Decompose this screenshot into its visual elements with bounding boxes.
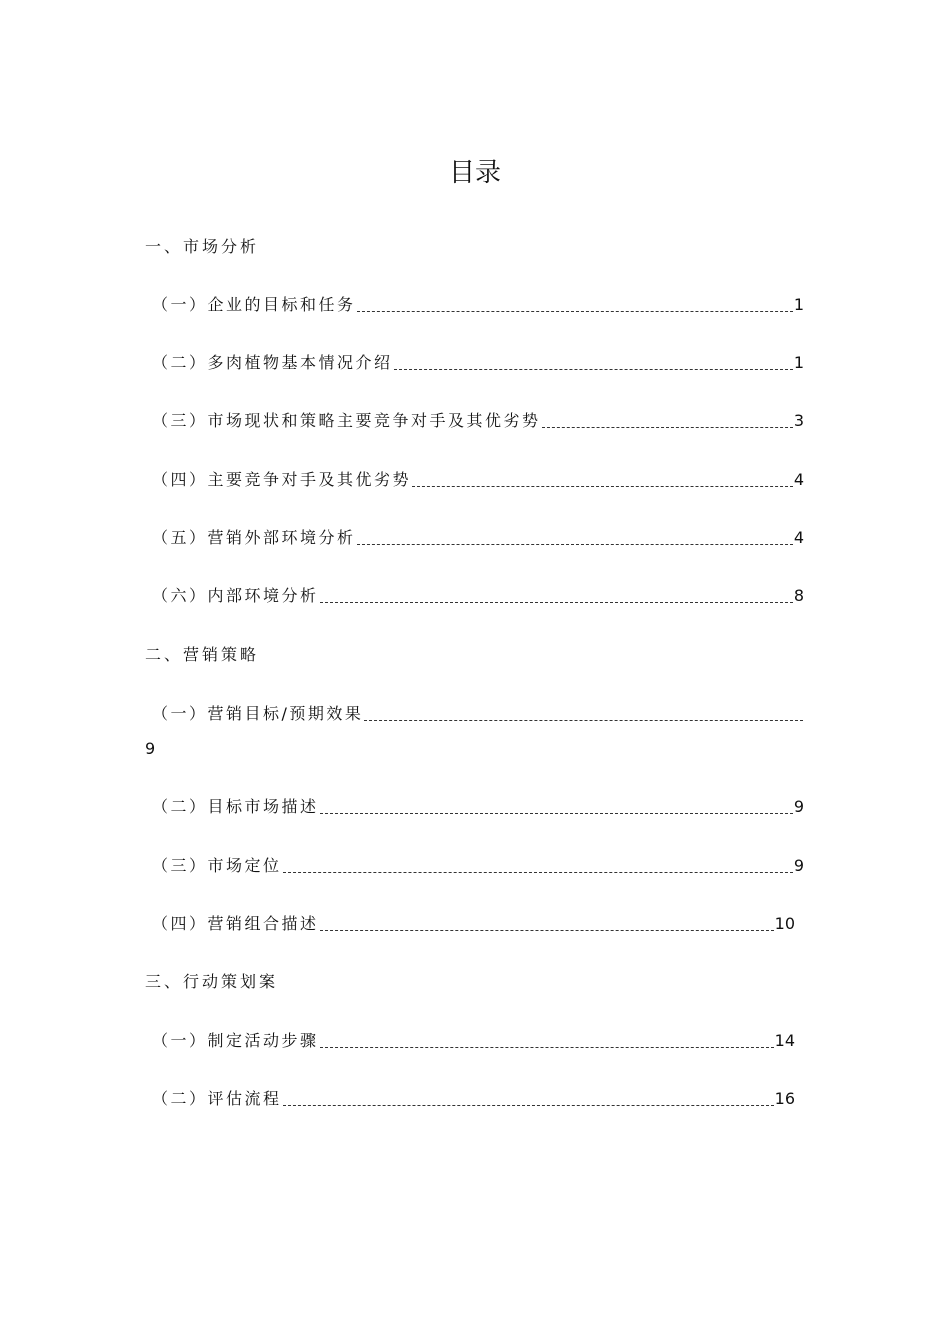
section-heading-marketing-strategy: 二、营销策略 bbox=[145, 645, 260, 664]
toc-entry-page: 1 bbox=[793, 295, 804, 314]
toc-entry-page: 10 bbox=[774, 914, 795, 933]
toc-entry-label: （六）内部环境分析 bbox=[152, 586, 319, 605]
toc-entry[interactable] bbox=[152, 913, 795, 935]
toc-entry-label: （一）制定活动步骤 bbox=[152, 1031, 319, 1050]
toc-leader bbox=[542, 426, 793, 428]
toc-entry-page: 9 bbox=[145, 739, 156, 758]
toc-leader bbox=[357, 310, 793, 312]
toc-leader bbox=[283, 1104, 774, 1106]
toc-entry-label: （一）营销目标/预期效果 bbox=[152, 704, 364, 723]
toc-entry-page: 4 bbox=[793, 528, 804, 547]
toc-entry[interactable] bbox=[152, 796, 804, 818]
section-heading-action-plan: 三、行动策划案 bbox=[145, 972, 279, 991]
toc-entry-label: （四）营销组合描述 bbox=[152, 914, 319, 933]
toc-entry-page: 8 bbox=[793, 586, 804, 605]
toc-entry[interactable] bbox=[152, 410, 804, 432]
toc-entry-label: （五）营销外部环境分析 bbox=[152, 528, 356, 547]
toc-entry-page: 14 bbox=[774, 1031, 795, 1050]
toc-leader bbox=[320, 929, 774, 931]
toc-entry[interactable] bbox=[152, 1030, 795, 1052]
toc-entry-label: （四）主要竞争对手及其优劣势 bbox=[152, 470, 412, 489]
toc-entry[interactable] bbox=[152, 527, 804, 549]
section-heading-market-analysis: 一、市场分析 bbox=[145, 237, 260, 256]
toc-entry-label: （一）企业的目标和任务 bbox=[152, 295, 356, 314]
toc-entry-page: 4 bbox=[793, 470, 804, 489]
toc-entry-label: （二）多肉植物基本情况介绍 bbox=[152, 353, 393, 372]
toc-entry-label: （三）市场现状和策略主要竞争对手及其优劣势 bbox=[152, 411, 541, 430]
toc-entry-page: 16 bbox=[774, 1089, 795, 1108]
toc-leader bbox=[320, 812, 793, 814]
toc-leader bbox=[320, 1046, 774, 1048]
toc-entry-page: 9 bbox=[793, 856, 804, 875]
toc-entry[interactable] bbox=[152, 1088, 795, 1110]
toc-entry[interactable] bbox=[152, 294, 804, 316]
toc-entry-label: （二）目标市场描述 bbox=[152, 797, 319, 816]
toc-entry-label: （三）市场定位 bbox=[152, 856, 282, 875]
toc-leader bbox=[412, 485, 793, 487]
toc-entry[interactable] bbox=[152, 469, 804, 491]
toc-entry-page: 1 bbox=[793, 353, 804, 372]
toc-leader bbox=[364, 719, 803, 721]
toc-leader bbox=[357, 543, 793, 545]
toc-leader bbox=[394, 368, 793, 370]
toc-entry[interactable] bbox=[152, 585, 804, 607]
toc-entry[interactable] bbox=[152, 352, 804, 374]
toc-entry-page: 9 bbox=[793, 797, 804, 816]
toc-entry-page: 3 bbox=[793, 411, 804, 430]
toc-entry[interactable] bbox=[152, 855, 804, 877]
toc-leader bbox=[283, 871, 793, 873]
toc-entry[interactable] bbox=[152, 703, 804, 725]
toc-leader bbox=[320, 601, 793, 603]
page-title: 目录 bbox=[448, 158, 501, 188]
toc-entry-label: （二）评估流程 bbox=[152, 1089, 282, 1108]
